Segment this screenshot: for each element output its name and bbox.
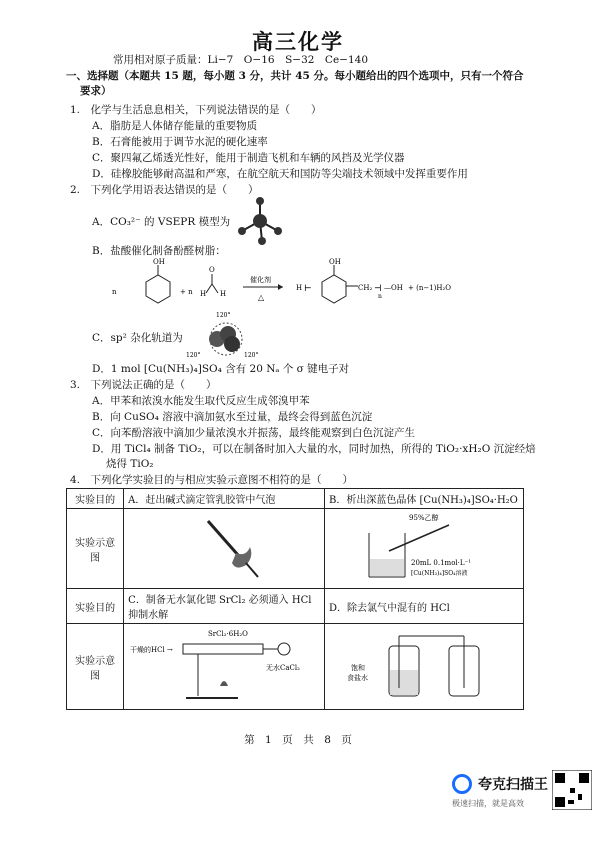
cell-b-purpose: B．析出深蓝色晶体 [Cu(NH₃)₄]SO₄·H₂O <box>325 489 524 509</box>
cell-c-diagram <box>124 624 325 710</box>
q2-option-b: B．盐酸催化制备酚醛树脂： <box>92 245 226 257</box>
svg-text:⊢: ⊢ <box>304 284 312 294</box>
gas-washing-bottles <box>329 626 519 704</box>
catalyst-label: 催化剂 <box>250 276 271 284</box>
q2-option-a: A．CO₃²⁻ 的 VSEPR 模型为 <box>92 216 231 228</box>
section-heading-cont: 要求） <box>80 85 112 97</box>
page-title: 高三化学 <box>252 30 344 54</box>
diagram-label: 实验示意图 <box>67 509 124 589</box>
sp2-orbital-diagram <box>186 310 266 366</box>
q1-stem: 1. 化学与生活息息相关，下列说法错误的是（ ） <box>70 104 322 116</box>
brand-name: 夸克扫描王 <box>478 777 548 793</box>
q1-option-a: A．脂肪是人体储存能量的重要物质 <box>92 120 258 132</box>
crystallization-diagram <box>329 511 519 583</box>
phenol-oh: OH <box>153 258 165 266</box>
product-oh: OH <box>329 258 341 266</box>
angle-top: 120° <box>216 312 231 319</box>
section-heading: 一、选择题（本题共 15 题，每小题 3 分，共计 45 分。每小题给出的四个选项中，只有一个符合 <box>66 70 524 82</box>
solution-name: [Cu(NH₃)₄]SO₄溶液 <box>411 570 468 577</box>
purpose-label: 实验目的 <box>67 489 124 509</box>
brand-slogan: 极速扫描，就是高效 <box>452 799 524 808</box>
coef-n: n <box>112 288 117 296</box>
aldehyde-h: H <box>200 290 207 298</box>
q2-option-c: C．sp² 杂化轨道为 <box>92 332 183 344</box>
repeat-n: n <box>378 293 382 300</box>
q3-option-d: D．用 TiCl₄ 制备 TiO₂，可以在制备时加入大量的水，同时加热，所得的 TiO₂·xH₂O 沉淀经焙 <box>92 443 536 455</box>
heat-symbol: △ <box>258 293 265 302</box>
q4-stem: 4. 下列化学实验目的与相应实验示意图不相符的是（ ） <box>70 474 354 486</box>
q3-option-b: B．向 CuSO₄ 溶液中滴加氨水至过量，最终会得到蓝色沉淀 <box>92 411 373 423</box>
plus-n: + n <box>180 288 193 296</box>
cell-a-diagram <box>124 509 325 589</box>
q1-option-c: C．聚四氟乙烯透光性好，能用于制造飞机和车辆的风挡及光学仪器 <box>92 152 405 164</box>
solution-concentration: 20mL 0.1mol·L⁻¹ <box>411 559 472 567</box>
burette-bubble-diagram <box>128 511 318 583</box>
aldehyde-o: O <box>209 266 215 274</box>
q3-option-d-cont: 烧得 TiO₂ <box>106 458 154 470</box>
atomic-masses: 常用相对原子质量：Li−7 O−16 S−32 Ce−140 <box>113 54 369 66</box>
cacl2-label: 无水CaCl₂ <box>266 664 301 672</box>
q3-option-a: A．甲苯和浓溴水能发生取代反应生成邻溴甲苯 <box>92 395 310 407</box>
purpose-label-2: 实验目的 <box>67 589 124 624</box>
q2-stem: 2. 下列化学用语表达错误的是（ ） <box>70 184 259 196</box>
angle-left: 120° <box>186 352 201 359</box>
srcl2-label: SrCl₂·6H₂O <box>208 630 249 638</box>
angle-right: 120° <box>244 352 259 359</box>
page-footer: 第 1 页 共 8 页 <box>244 734 352 746</box>
dry-hcl-label: 干燥的HCl → <box>130 646 173 654</box>
scanner-logo-icon <box>452 774 472 794</box>
q3-option-c: C．向苯酚溶液中滴加少量浓溴水并振荡，最终能观察到白色沉淀产生 <box>92 427 416 439</box>
q1-option-d: D．硅橡胶能够耐高温和严寒，在航空航天和国防等尖端技术领域中发挥重要作用 <box>92 168 468 180</box>
q1-option-b: B．石膏能被用于调节水泥的硬化速率 <box>92 136 268 148</box>
qr-code-icon <box>552 770 592 810</box>
svg-text:⊣: ⊣ <box>374 284 382 294</box>
cell-a-purpose: A．赶出碱式滴定管乳胶管中气泡 <box>124 489 325 509</box>
scanner-watermark <box>452 774 548 809</box>
vsepr-tetrahedral-model <box>232 195 288 247</box>
brine-label-2: 食盐水 <box>347 674 368 682</box>
ethanol-label: 95%乙醇 <box>409 514 439 522</box>
aldehyde-h2: H <box>220 290 227 298</box>
diagram-label-2: 实验示意图 <box>67 624 124 710</box>
experiment-table <box>66 488 524 710</box>
chain-end-oh: —OH <box>384 284 403 292</box>
cell-c-purpose: C．制备无水氯化锶 SrCl₂ 必须通入 HCl 抑制水解 <box>124 589 325 624</box>
cell-b-diagram <box>325 509 524 589</box>
q3-stem: 3. 下列说法正确的是（ ） <box>70 379 217 391</box>
methylene: CH₂ <box>358 284 373 292</box>
phenol-formaldehyde-reaction <box>108 258 508 318</box>
q2-option-d: D．1 mol [Cu(NH₃)₄]SO₄ 含有 20 Nₐ 个 σ 键电子对 <box>92 363 350 375</box>
brine-label-1: 饱和 <box>351 664 365 672</box>
srcl2-apparatus <box>128 626 318 704</box>
water-product: + (n−1)H₂O <box>408 284 452 292</box>
cell-d-diagram <box>325 624 524 710</box>
chain-end-h: H <box>296 284 303 292</box>
cell-d-purpose: D．除去氯气中混有的 HCl <box>325 589 524 624</box>
